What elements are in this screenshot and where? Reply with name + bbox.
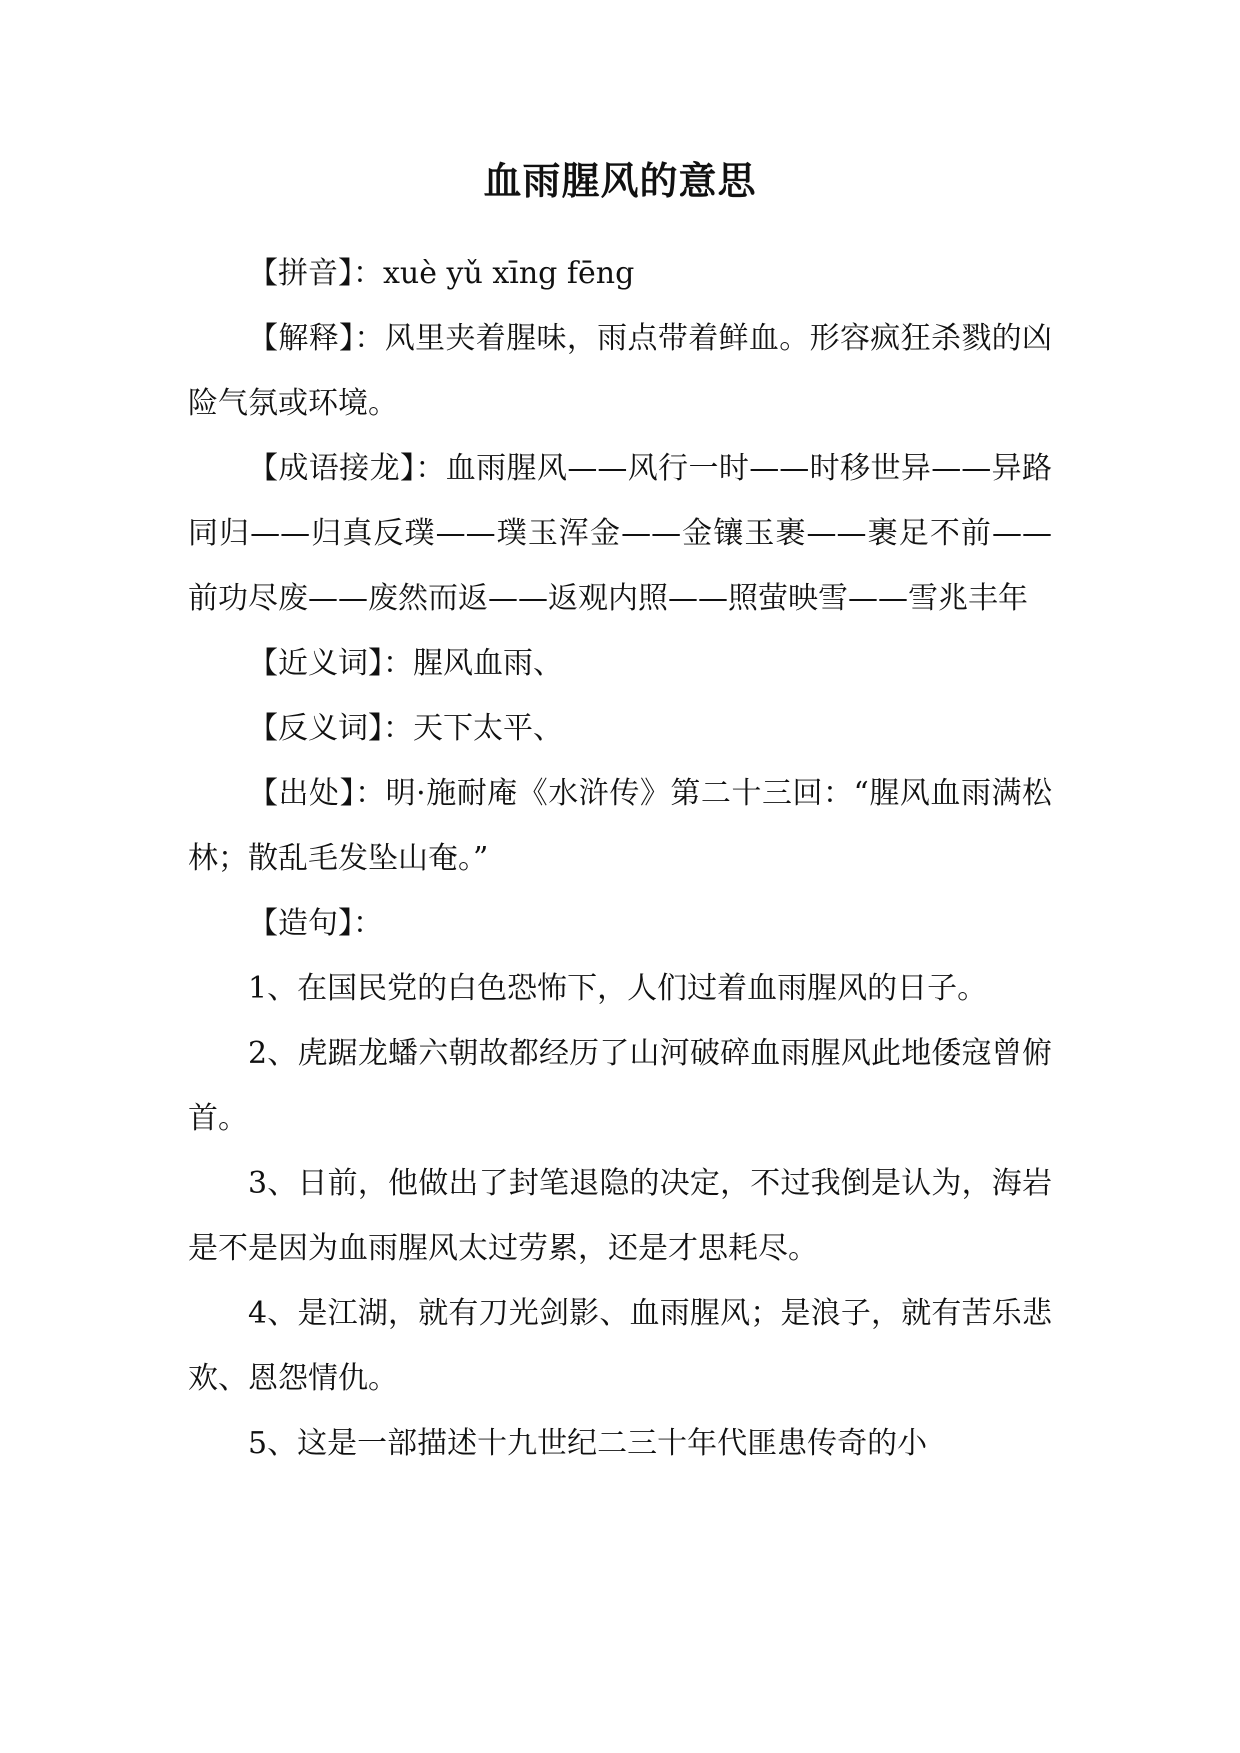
idiom-chain-label: 【成语接龙】 <box>248 451 416 486</box>
synonym-label: 【近义词】 <box>248 646 383 681</box>
example-sentence: 2、虎踞龙蟠六朝故都经历了山河破碎血雨腥风此地倭寇曾俯首。 <box>188 1036 1052 1136</box>
example-sentence: 4、是江湖，就有刀光剑影、血雨腥风；是浪子，就有苦乐悲欢、恩怨情仇。 <box>188 1296 1052 1396</box>
pinyin-separator: ： <box>353 256 383 291</box>
idiom-chain-separator: ： <box>415 451 446 486</box>
idiom-chain-entry <box>188 436 1052 631</box>
source-separator: ： <box>355 776 386 811</box>
example-sentence: 5、这是一部描述十九世纪二三十年代匪患传奇的小 <box>248 1426 928 1461</box>
example-sentence: 1、在国民党的白色恐怖下，人们过着血雨腥风的日子。 <box>248 971 988 1006</box>
meaning-entry <box>188 306 1052 436</box>
synonym-value: 腥风血雨、 <box>413 646 563 681</box>
antonym-separator: ： <box>383 711 413 746</box>
examples-separator: ： <box>353 906 383 941</box>
pinyin-value: xuè yǔ xīng fēng <box>383 256 635 291</box>
synonym-separator: ： <box>383 646 413 681</box>
examples-label: 【造句】 <box>248 906 353 941</box>
pinyin-label: 【拼音】 <box>248 256 353 291</box>
meaning-separator: ： <box>354 321 385 356</box>
meaning-value: 风里夹着腥味，雨点带着鲜血。形容疯狂杀戮的凶险气氛或环境。 <box>188 321 1053 421</box>
antonym-label: 【反义词】 <box>248 711 383 746</box>
document-title: 血雨腥风的意思 <box>483 159 757 203</box>
source-label: 【出处】 <box>248 776 356 811</box>
source-entry <box>188 761 1052 891</box>
synonym-entry <box>188 631 1052 696</box>
meaning-label: 【解释】 <box>248 321 355 356</box>
examples-heading <box>188 891 1052 956</box>
antonym-value: 天下太平、 <box>413 711 563 746</box>
pinyin-entry <box>188 241 1052 306</box>
source-value: 明·施耐庵《水浒传》第二十三回：“腥风血雨满松林；散乱毛发坠山奄。” <box>188 776 1053 876</box>
idiom-chain-value: 血雨腥风——风行一时——时移世异——异路同归——归真反璞——璞玉浑金——金镶玉裹——裹足不前——前功尽废——废然而返——返观内照——照萤映雪——雪兆丰年 <box>188 451 1053 616</box>
example-sentence: 3、日前，他做出了封笔退隐的决定，不过我倒是认为，海岩是不是因为血雨腥风太过劳累，还是才思耗尽。 <box>188 1166 1052 1266</box>
antonym-entry <box>188 696 1052 761</box>
